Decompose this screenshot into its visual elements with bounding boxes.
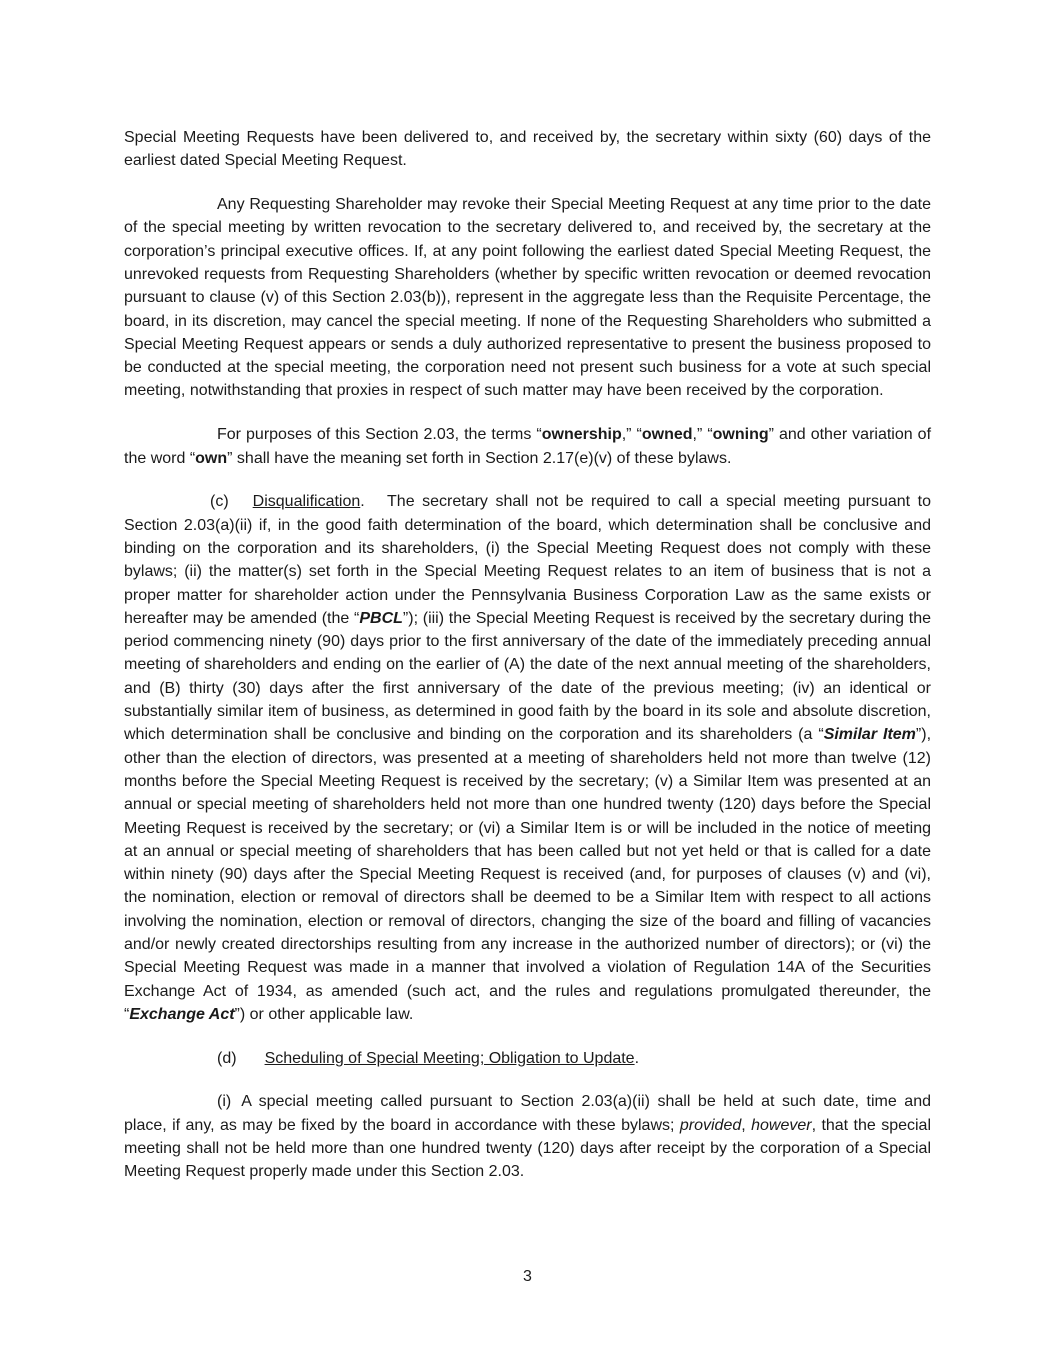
defined-term-exchange-act: Exchange Act: [129, 1005, 235, 1023]
defined-term-owning: owning: [712, 426, 769, 444]
document-page: [124, 126, 931, 1184]
section-d-heading: [124, 1047, 931, 1070]
italic-however: however: [751, 1116, 812, 1134]
paragraph-revocation: Any Requesting Shareholder may revoke their Special Meeting Request at any time prior to the date of the special meeting by written revocation to the secretary delivered to, and received by, the secretary at the corporation’s principal executive offices. If, at any point following the earliest dated Special Meeting Request, the unrevoked requests from Requesting Shareholders (whether by specific written revocation or deemed revocation pursuant to clause (v) of this Section 2.03(b)), represent in the aggregate less than the Requisite Percentage, the board, in its discretion, may cancel the special meeting. If none of the Requesting Shareholders who submitted a Special Meeting Request appears or sends a duly authorized representative to present the business proposed to be conducted at the special meeting, the corporation need not present such business for a vote at such special meeting, notwithstanding that proxies in respect of such matter may have been received by the corporation.: [124, 196, 931, 400]
heading-period: .: [634, 1049, 640, 1067]
text-run: The secretary shall not be required to call a special meeting pursuant to Section 2.03(a)(ii) if, in the good faith determination of the board, which determination shall be conclusive and binding on the corporation and its shareholders, (i) the Special Meeting Request does not comply with these bylaws; (ii) the matter(s) set forth in the Special Meeting Request relates to an item of business that is not a proper matter for shareholder action under the Pennsylvania Business Corporation Law as the same exists or hereafter may be amended (the “: [124, 493, 932, 627]
defined-term-own: own: [195, 449, 228, 467]
text-run: For purposes of this Section 2.03, the terms “: [217, 426, 542, 444]
section-c-disqualification: [124, 490, 931, 1026]
defined-term-pbcl: PBCL: [359, 609, 403, 627]
text-run: ”) or other applicable law.: [234, 1005, 414, 1023]
text-run: A special meeting called pursuant to Section 2.03(a)(ii) shall be held at such date, time and place, if any, as may be fixed by the board in accordance with these bylaws;: [124, 1093, 931, 1134]
text-run: ”), other than the election of directors, was presented at a meeting of shareholders held not more than twelve (12) months before the Special Meeting Request is received by the secretary; (v) a Similar Item was presented at an annual or special meeting of shareholders held not more than one hundred twenty (120) days before the Special Meeting Request is received by the secretary; or (vi) a Similar Item is or will be included in the notice of meeting at an annual or special meeting of shareholders that has been called but not yet held or that is called for a date within ninety (90) days after the Special Meeting Request is received (and, for purposes of clauses (v) and (vi), the nomination, election or removal of directors shall be deemed to be a Similar Item with respect to all actions involving the nomination, election or removal of directors, changing the size of the board and filling of vacancies and/or newly created directorships resulting from any increase in the authorized number of directors); or (vi) the Special Meeting Request was made in a manner that involved a violation of Regulation 14A of the Securities Exchange Act of 1934, as amended (such act, and the rules and regulations promulgated thereunder, the “: [124, 726, 932, 1023]
text-run: ”); (iii) the Special Meeting Request is received by the secretary during the period commencing ninety (90) days prior to the first anniversary of the date of the immediately preceding annual meeting of shareholders and ending on the earlier of (A) the date of the next annual meeting of the shareholders, and (B) thirty (30) days after the first anniversary of the date of the previous meeting; (iv) an identical or substantially similar item of business, as determined in good faith by the board in its sole and absolute discretion, which determination shall be conclusive and binding on the corporation and its shareholders (a “: [124, 609, 932, 744]
defined-term-ownership: ownership: [541, 426, 622, 444]
text-run: ” shall have the meaning set forth in Section 2.17(e)(v) of these bylaws.: [227, 449, 732, 467]
section-heading: Disqualification: [252, 493, 361, 511]
defined-term-owned: owned: [641, 426, 693, 444]
section-d-i-paragraph: [124, 1090, 931, 1183]
text-run: ” and other variation of the word “: [124, 426, 932, 467]
text-run: ,: [741, 1116, 752, 1134]
text-run: , that the special meeting shall not be held more than one hundred twenty (120) days after receipt by the corporation of a Special Meeting Request properly made under this Section 2.03.: [124, 1116, 931, 1181]
section-label: (c): [210, 493, 229, 511]
defined-term-similar-item: Similar Item: [823, 726, 916, 744]
section-label: (d): [217, 1049, 237, 1067]
text-run: ,” “: [692, 426, 713, 444]
italic-provided: provided: [679, 1116, 742, 1134]
clause-label: (i): [217, 1093, 232, 1111]
page-number: 3: [523, 1268, 532, 1285]
paragraph-ownership-definitions: [124, 423, 931, 470]
section-heading: Scheduling of Special Meeting; Obligation to Update: [264, 1049, 635, 1067]
text-run: ,” “: [621, 426, 642, 444]
paragraph-continuation: Special Meeting Requests have been delivered to, and received by, the secretary within sixty (60) days of the earliest dated Special Meeting Request.: [124, 129, 931, 170]
heading-period: .: [360, 493, 365, 511]
